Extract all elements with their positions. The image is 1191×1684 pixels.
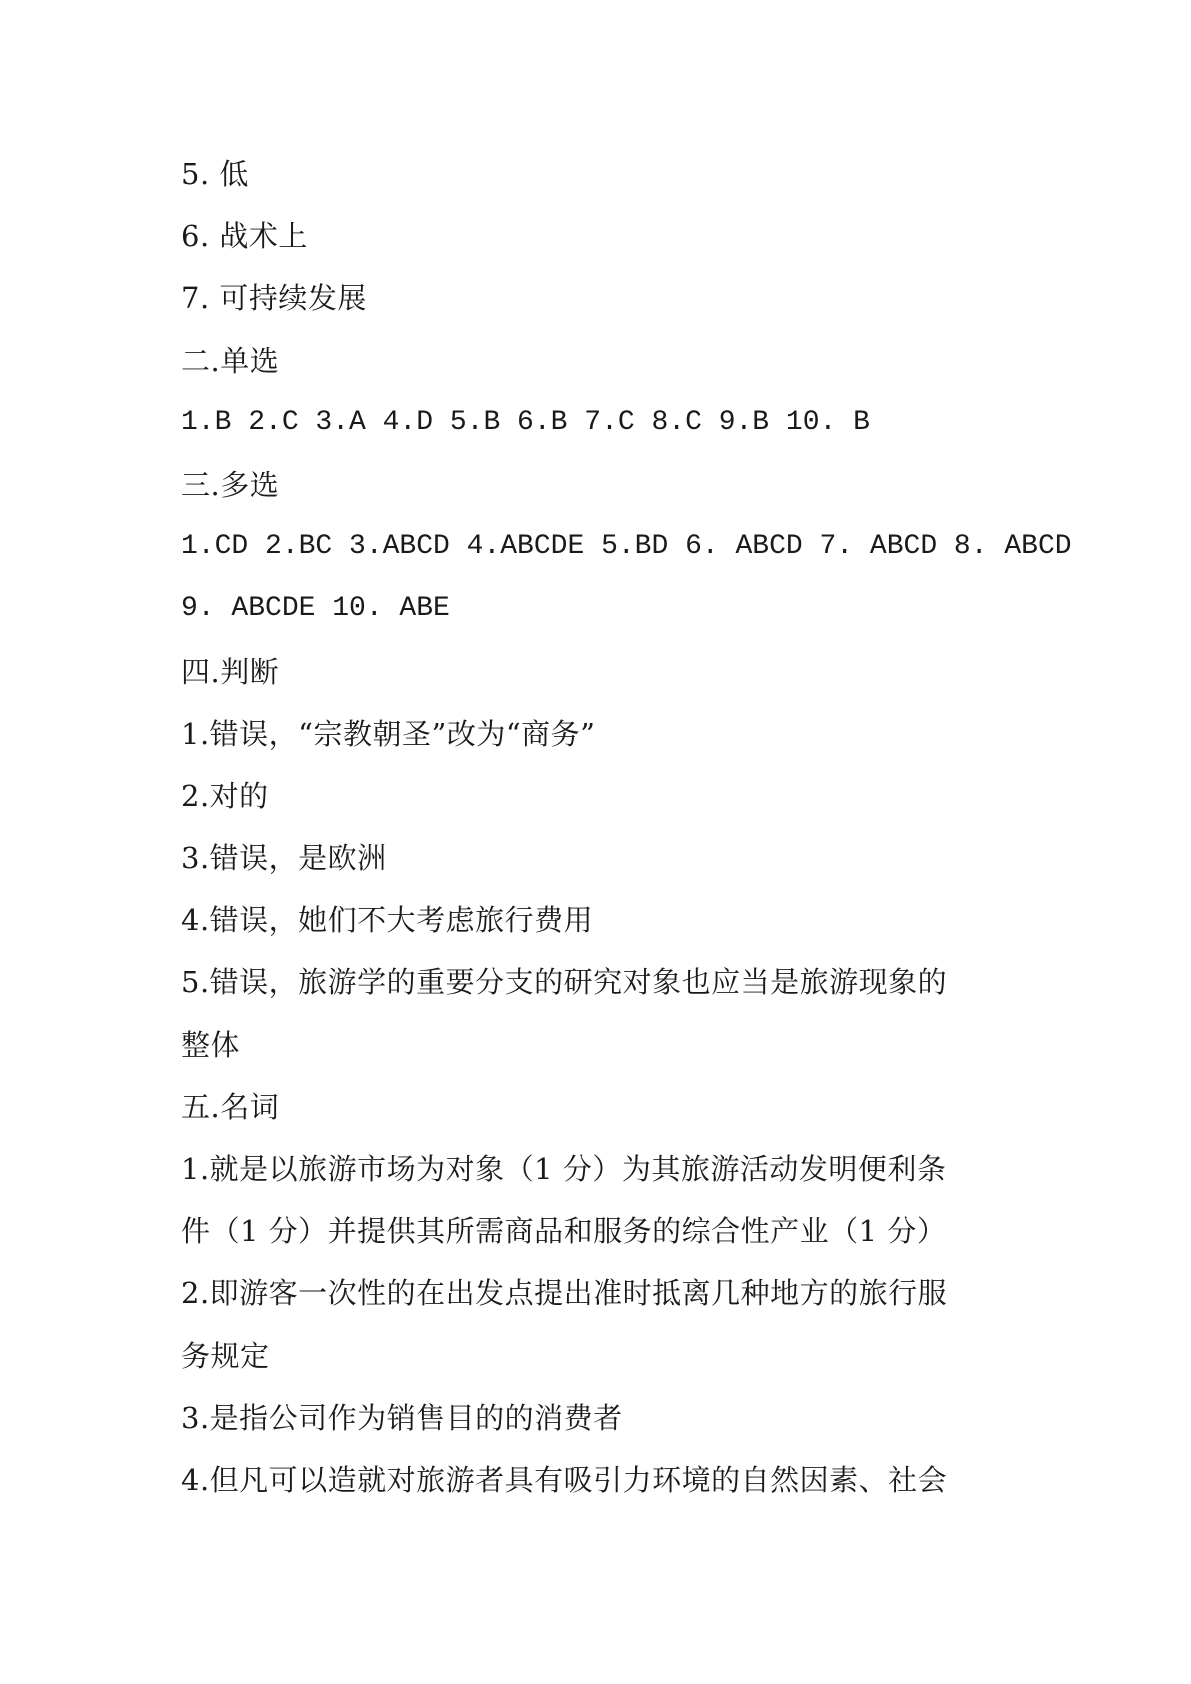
line-judgment-5: 5.错误，旅游学的重要分支的研究对象也应当是旅游现象的 — [181, 965, 948, 1000]
answer-key-text — [181, 143, 1072, 1511]
line-term-1: 1.就是以旅游市场为对象（1 分）为其旅游活动发明便利条 — [181, 1152, 947, 1186]
line-term-4: 4.但凡可以造就对旅游者具有吸引力环境的自然因素、社会 — [181, 1462, 948, 1497]
line-single-choice-answers: 1.B 2.C 3.A 4.D 5.B 6.B 7.C 8.C 9.B 10. B — [181, 406, 870, 438]
line-fill-5: 5. 低 — [181, 157, 249, 191]
line-fill-7: 7. 可持续发展 — [181, 281, 367, 316]
line-term-1-cont: 件（1 分）并提供其所需商品和服务的综合性产业（1 分） — [181, 1214, 947, 1249]
section-heading-multiple-choice: 三.多选 — [181, 467, 280, 502]
section-heading-terms: 五.名词 — [181, 1089, 280, 1124]
line-judgment-3: 3.错误，是欧洲 — [181, 841, 387, 876]
line-multiple-choice-answers-1: 1.CD 2.BC 3.ABCD 4.ABCDE 5.BD 6. ABCD 7. ABCD 8. ABCD — [181, 531, 1072, 563]
line-multiple-choice-answers-2: 9. ABCDE 10. ABE — [181, 593, 450, 625]
line-term-2-cont: 务规定 — [181, 1338, 270, 1373]
line-judgment-5-cont: 整体 — [181, 1027, 241, 1062]
line-fill-6: 6. 战术上 — [181, 219, 308, 254]
line-judgment-2: 2.对的 — [181, 778, 269, 813]
section-heading-judgment: 四.判断 — [181, 654, 280, 689]
line-judgment-4: 4.错误，她们不大考虑旅行费用 — [181, 903, 594, 938]
section-heading-single-choice: 二.单选 — [181, 343, 280, 378]
line-term-3: 3.是指公司作为销售目的的消费者 — [181, 1400, 623, 1435]
line-term-2: 2.即游客一次性的在出发点提出准时抵离几种地方的旅行服 — [181, 1276, 948, 1311]
line-judgment-1: 1.错误，“宗教朝圣”改为“商务” — [181, 716, 596, 751]
